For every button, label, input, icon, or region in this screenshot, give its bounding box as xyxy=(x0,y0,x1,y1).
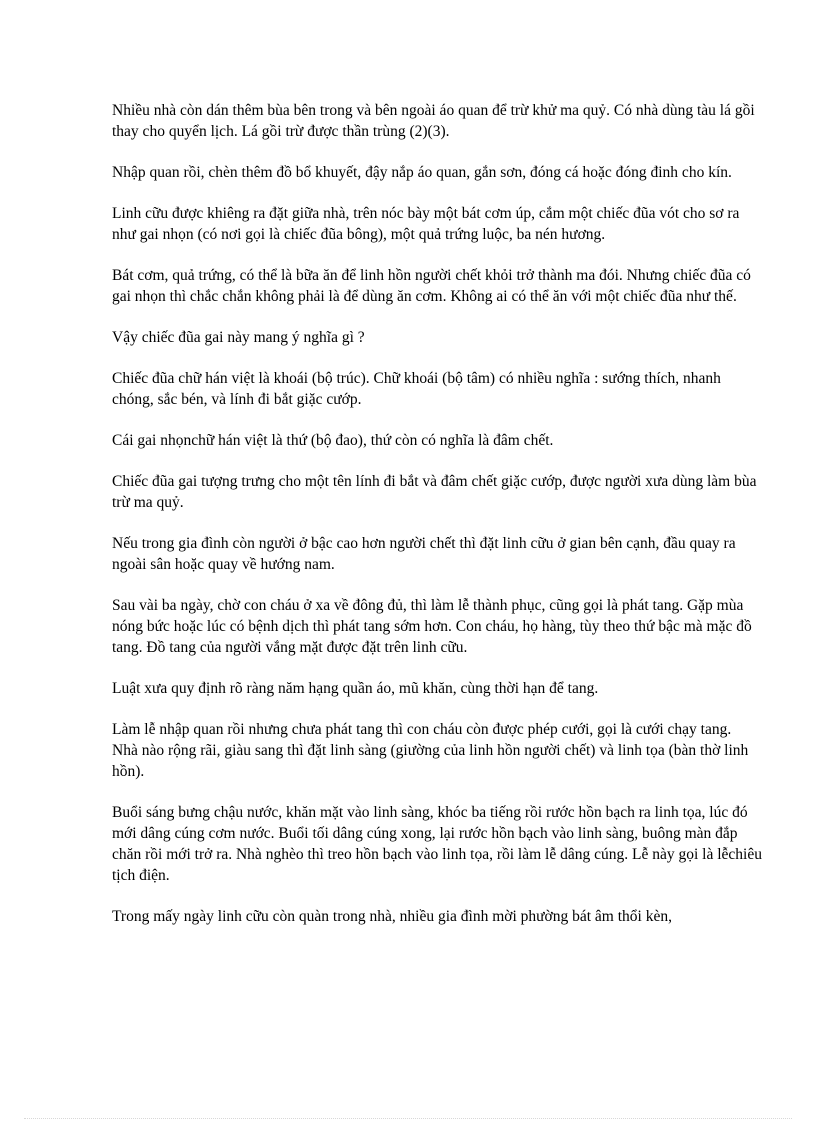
paragraph: Vậy chiếc đũa gai này mang ý nghĩa gì ? xyxy=(112,329,365,346)
paragraph: Luật xưa quy định rõ ràng năm hạng quần áo, mũ khăn, cùng thời hạn để tang. xyxy=(112,680,599,697)
page-bottom-divider xyxy=(24,1118,792,1119)
paragraph: Sau vài ba ngày, chờ con cháu ở xa về đông đủ, thì làm lễ thành phục, cũng gọi là phát tang. Gặp mùa nóng bức hoặc lúc có bệnh dịch thì phát tang sớm hơn. Con cháu, họ hàng, tùy theo thứ bậc mà mặc đồ tang. Đồ tang của người vắng mặt được đặt trên linh cữu. xyxy=(112,597,752,656)
paragraph: Làm lễ nhập quan rồi nhưng chưa phát tang thì con cháu còn được phép cưới, gọi là cưới chạy tang. xyxy=(112,721,732,738)
paragraph: Linh cữu được khiêng ra đặt giữa nhà, trên nóc bày một bát cơm úp, cắm một chiếc đũa vót cho sơ ra như gai nhọn (có nơi gọi là chiếc đũa bông), một quả trứng luộc, ba nén hương. xyxy=(112,205,740,243)
paragraph: Chiếc đũa gai tượng trưng cho một tên lính đi bắt và đâm chết giặc cướp, được người xưa dùng làm bùa trừ ma quỷ. xyxy=(112,473,757,511)
paragraph: Nhà nào rộng rãi, giàu sang thì đặt linh sàng (giường của linh hồn người chết) và linh tọa (bàn thờ linh hồn). xyxy=(112,742,749,780)
paragraph: Trong mấy ngày linh cữu còn quàn trong nhà, nhiều gia đình mời phường bát âm thổi kèn, xyxy=(112,908,672,925)
document-page xyxy=(112,100,762,947)
paragraph: Cái gai nhọnchữ hán việt là thứ (bộ đao), thứ còn có nghĩa là đâm chết. xyxy=(112,432,554,449)
paragraph: Nếu trong gia đình còn người ở bậc cao hơn người chết thì đặt linh cữu ở gian bên cạnh, đầu quay ra ngoài sân hoặc quay về hướng nam. xyxy=(112,535,736,573)
paragraph: Bát cơm, quả trứng, có thể là bữa ăn để linh hồn người chết khỏi trở thành ma đói. Nhưng chiếc đũa có gai nhọn thì chắc chắn không phải là để dùng ăn cơm. Không ai có thể ăn với một chiếc đũa như thế. xyxy=(112,267,751,305)
paragraph: Buổi sáng bưng chậu nước, khăn mặt vào linh sàng, khóc ba tiếng rồi rước hồn bạch ra linh tọa, lúc đó mới dâng cúng cơm nước. Buổi tối dâng cúng xong, lại rước hồn bạch vào linh sàng, buông màn đắp chăn rồi mới trở ra. Nhà nghèo thì treo hồn bạch vào linh tọa, rồi làm lễ dâng cúng. Lễ này gọi là lễchiêu tịch điện. xyxy=(112,804,762,884)
paragraph: Nhập quan rồi, chèn thêm đồ bổ khuyết, đậy nắp áo quan, gắn sơn, đóng cá hoặc đóng đinh cho kín. xyxy=(112,164,732,181)
paragraph: Nhiều nhà còn dán thêm bùa bên trong và bên ngoài áo quan để trừ khử ma quỷ. Có nhà dùng tàu lá gồi thay cho quyển lịch. Lá gồi trừ được thần trùng (2)(3). xyxy=(112,102,755,140)
paragraph: Chiếc đũa chữ hán việt là khoái (bộ trúc). Chữ khoái (bộ tâm) có nhiều nghĩa : sướng thích, nhanh chóng, sắc bén, và lính đi bắt giặc cướp. xyxy=(112,370,721,408)
